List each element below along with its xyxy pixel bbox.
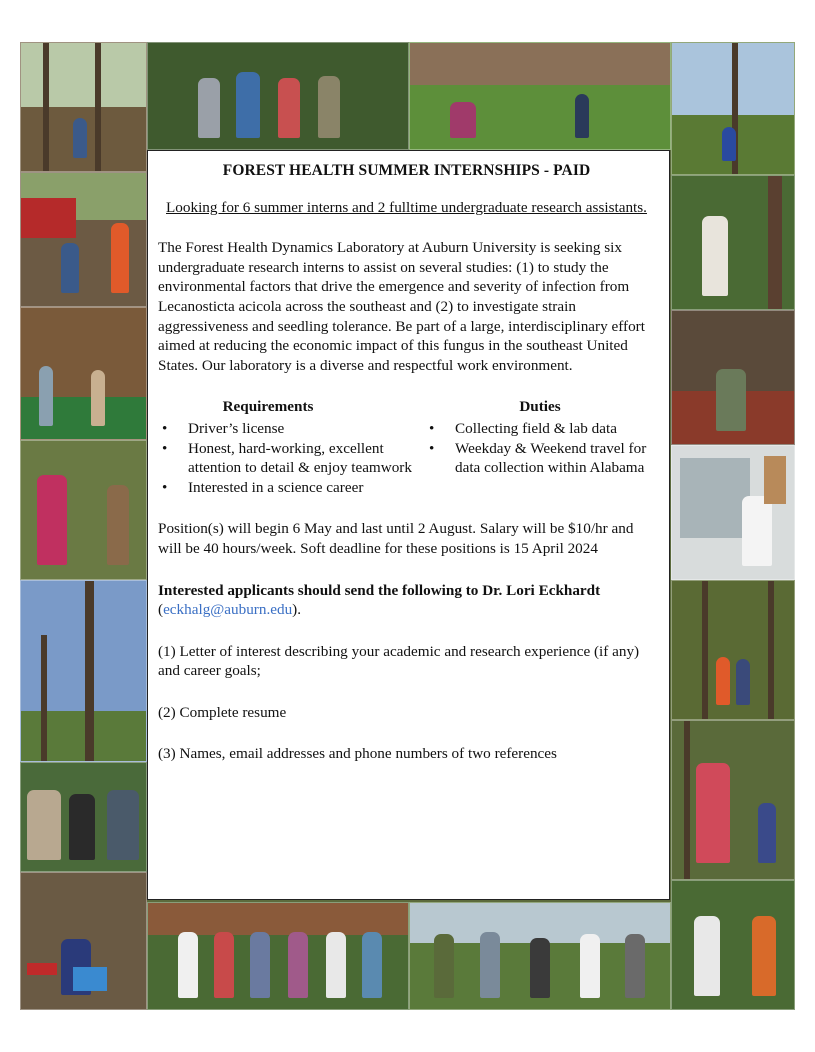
requirements-section: [158, 397, 413, 497]
bullet-icon: •: [162, 439, 168, 457]
bullet-icon: •: [429, 419, 435, 437]
duties-list: [425, 419, 655, 478]
flyer-title: FOREST HEALTH SUMMER INTERNSHIPS - PAID: [222, 162, 591, 179]
flyer-card: [147, 150, 670, 900]
photo-forest-pair: [671, 880, 795, 1010]
step-resume: (2) Complete resume: [158, 703, 287, 721]
photo-truck-field-crew: [20, 172, 147, 307]
photo-forest-trees: [20, 42, 147, 172]
photo-billiards-room: [20, 307, 147, 440]
apply-lead: Interested applicants should send the following to Dr. Lori Eckhardt: [158, 581, 601, 599]
position-info: Position(s) will begin 6 May and last until 2 August. Salary will be $10/hr and will be 40 hours/week. Soft deadline for these positions is 15 April 2024: [158, 520, 634, 557]
photo-selfie-group: [20, 762, 147, 872]
photo-lab-fume-hood: [671, 445, 795, 580]
photo-pine-forest-worker: [671, 42, 795, 175]
list-item: • Honest, hard-working, excellent attention to detail & enjoy teamwork: [162, 439, 412, 477]
intro-paragraph: The Forest Health Dynamics Laboratory at Auburn University is seeking six undergraduate research interns to assist on several studies: (1) to study the environmental factors that drive the emergence and severity of infection from Lecanosticta acicola across the southeast and (2) to investigate strain aggressiveness and seedling tolerance. Be part of a large, interdisciplinary effort aimed at reducing the economic impact of this fungus in the southeast United States. Our laboratory is a diverse and respectful work environment.: [158, 239, 645, 374]
photo-tree-climber: [20, 580, 147, 762]
list-item: • Weekday & Weekend travel for data collection within Alabama: [429, 439, 647, 477]
bullet-icon: •: [429, 439, 435, 457]
list-item: • Driver’s license: [162, 419, 285, 437]
bullet-icon: •: [162, 419, 168, 437]
bullet-icon: •: [162, 478, 168, 496]
photo-soil-sampling: [20, 872, 147, 1010]
contact-email-link[interactable]: eckhalg@auburn.edu: [163, 601, 293, 619]
list-item: • Collecting field & lab data: [429, 419, 617, 437]
requirements-list: [158, 419, 413, 497]
duties-section: [413, 397, 655, 497]
list-item: • Interested in a science career: [162, 478, 364, 496]
photo-intern-with-tool: [20, 440, 147, 580]
requirements-heading: Requirements: [222, 398, 314, 416]
photo-lawn-sampling: [409, 42, 671, 150]
photo-group-portrait-outdoors: [147, 902, 409, 1010]
duties-heading: Duties: [519, 398, 561, 416]
photo-tree-inspection: [671, 175, 795, 310]
flyer-subtitle: Looking for 6 summer interns and 2 fulltime undergraduate research assistants.: [166, 198, 647, 216]
photo-forest-crew-walking: [671, 580, 795, 720]
requirements-duties-columns: [158, 397, 655, 497]
step-letter-of-interest: (1) Letter of interest describing your academic and research experience (if any) and career goals;: [158, 642, 640, 680]
apply-instructions: Interested applicants should send the following to Dr. Lori Eckhardt (eckhalg@auburn.edu).: [158, 581, 601, 619]
step-references: (3) Names, email addresses and phone numbers of two references: [158, 745, 557, 763]
photo-group-with-chainsaws: [147, 42, 409, 150]
photo-seated-researcher: [671, 310, 795, 445]
photo-field-measurement: [671, 720, 795, 880]
photo-crew-by-truck: [409, 902, 671, 1010]
